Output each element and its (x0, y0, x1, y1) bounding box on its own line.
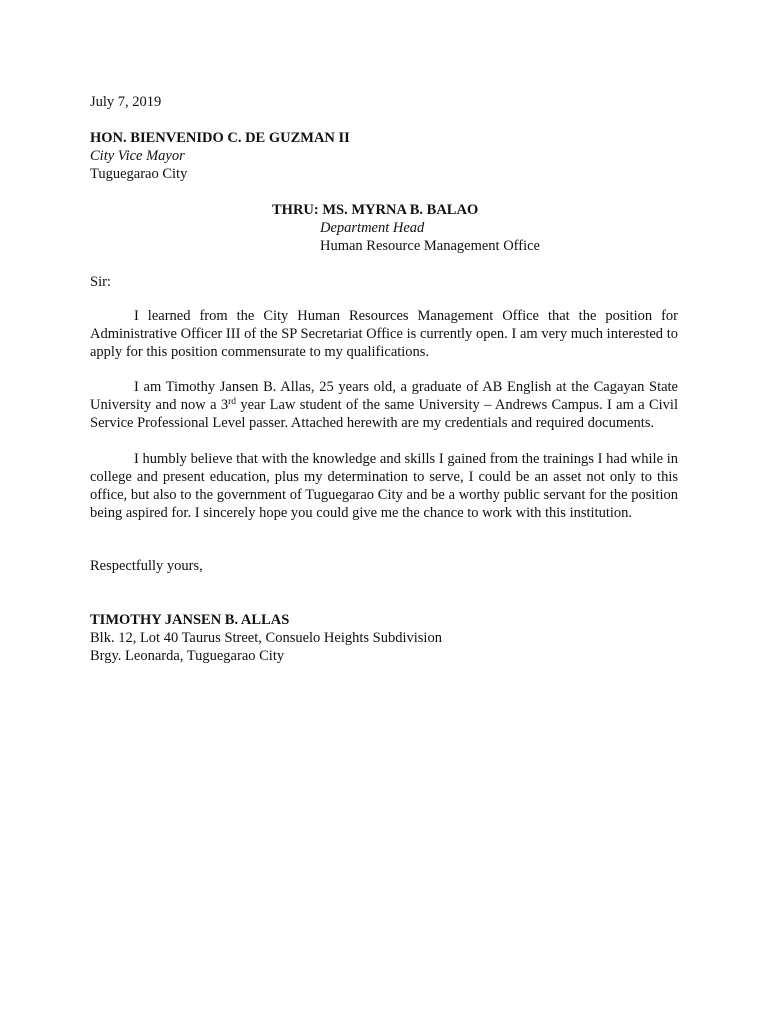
body-paragraph-1 (90, 307, 678, 361)
salutation: Sir: (90, 274, 111, 290)
recipient-city: Tuguegarao City (90, 166, 188, 182)
recipient-name: HON. BIENVENIDO C. DE GUZMAN II (90, 130, 350, 146)
letter-date: July 7, 2019 (90, 94, 162, 110)
body-paragraph-2-text-a: I am Timothy Jansen B. Allas, 25 years old, a graduate of AB English at the Cagayan State University and now a 3 (90, 379, 678, 413)
thru-office: Human Resource Management Office (320, 238, 540, 254)
body-paragraph-1-text: I learned from the City Human Resources Management Office that the position for Administrative Officer III of the SP Secretariat Office is currently open. I am very much interested to apply for this position commensurate to my qualifications. (90, 308, 678, 360)
ordinal-superscript: rd (228, 397, 237, 407)
thru-title: Department Head (320, 220, 425, 236)
body-paragraph-2-text-b: year Law student of the same University – Andrews Campus. I am a Civil Service Professional Level passer. Attached herewith are my credentials and required documents. (90, 397, 678, 431)
thru-line: THRU: MS. MYRNA B. BALAO (272, 202, 479, 218)
closing: Respectfully yours, (90, 558, 203, 574)
sender-address-line1: Blk. 12, Lot 40 Taurus Street, Consuelo Heights Subdivision (90, 630, 442, 646)
sender-address-line2: Brgy. Leonarda, Tuguegarao City (90, 648, 285, 664)
recipient-title: City Vice Mayor (90, 148, 185, 164)
body-paragraph-3 (90, 450, 678, 522)
body-paragraph-3-text: I humbly believe that with the knowledge and skills I gained from the trainings I had while in college and present education, plus my determination to serve, I could be an asset not only to this office, but also to the government of Tuguegarao City and be a worthy public servant for the position being aspired for. I sincerely hope you could give me the chance to work with this institution. (90, 451, 678, 521)
sender-name: TIMOTHY JANSEN B. ALLAS (90, 612, 290, 628)
body-paragraph-2 (90, 378, 678, 432)
